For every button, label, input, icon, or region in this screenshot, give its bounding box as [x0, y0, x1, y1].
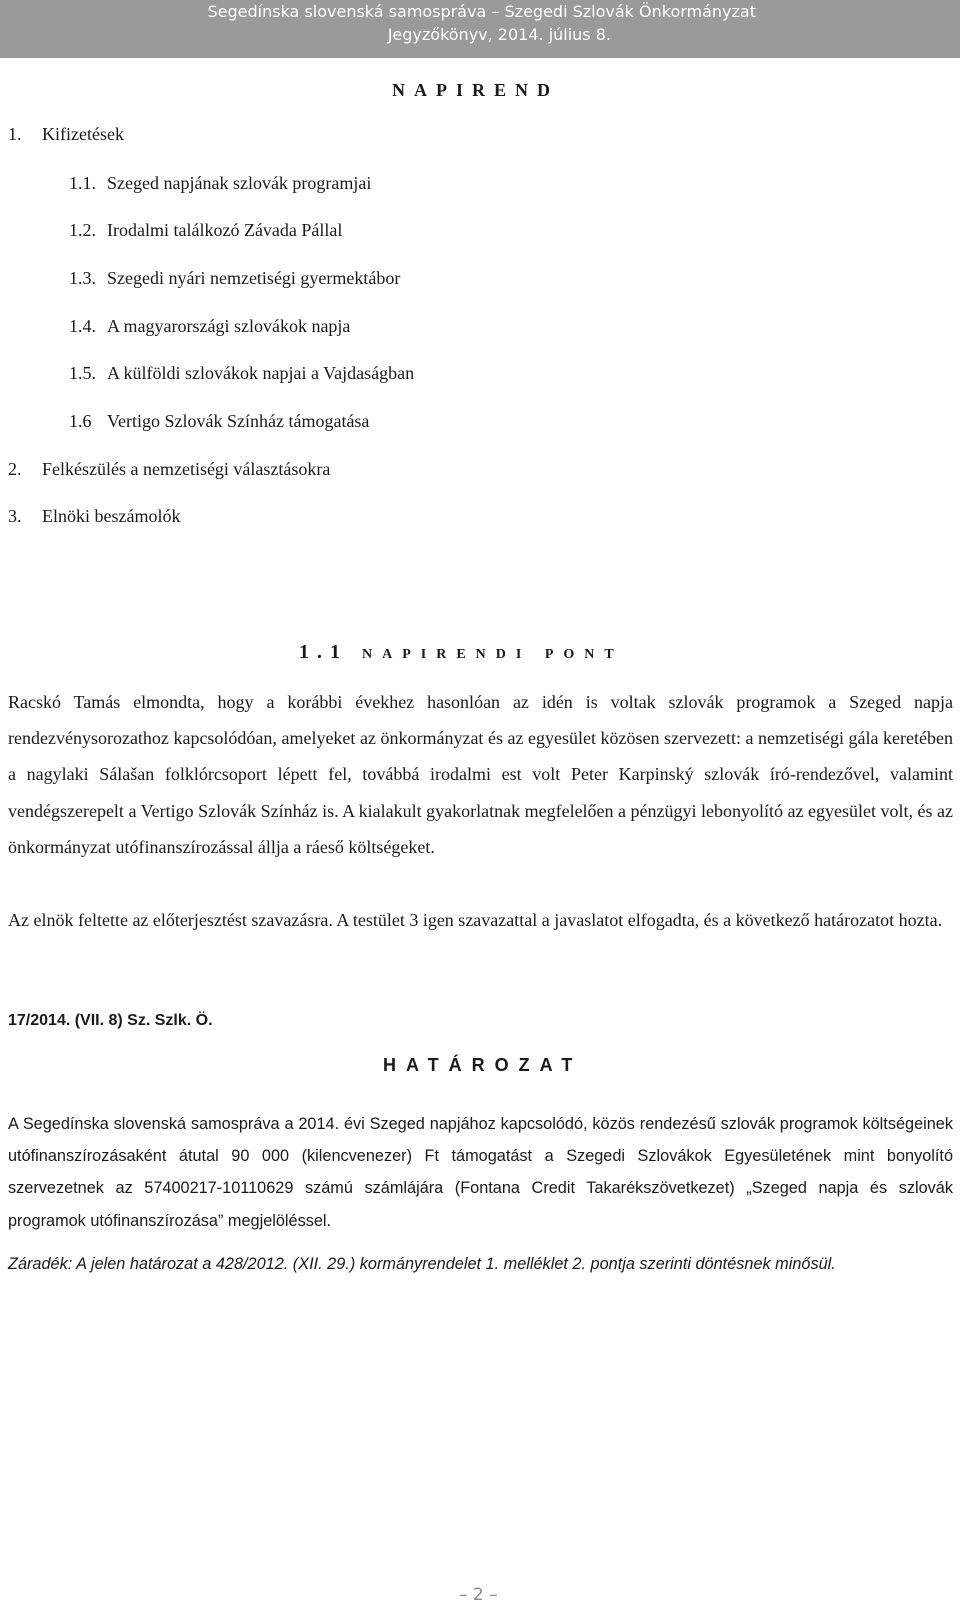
agenda-item [69, 268, 400, 289]
agenda-item [69, 363, 414, 384]
section-number: 1.1 [299, 641, 348, 663]
agenda-item-text: Elnöki beszámolók [42, 506, 181, 526]
agenda-item-number: 1.2. [69, 220, 96, 240]
agenda-item [8, 124, 124, 145]
section-title: NAPIRENDI PONT [362, 647, 624, 662]
agenda-item-number: 1.4. [69, 316, 96, 336]
decision-text: A Segedínska slovenská samospráva a 2014. évi Szeged napjához kapcsolódó, közös rendezésű szlovák programok költségeinek utófinanszírozásaként átutal 90 000 (kilencvenezer) Ft támogatást a Szegedi Szlovákok Egyesületének mint bonyolító szervezetnek az 57400217-10110629 számú számlájára (Fontana Credit Takarékszövetkezet) „Szeged napja és szlovák programok utófinanszírozása” megjelöléssel. [8, 1115, 953, 1230]
agenda-item-number: 1.3. [69, 268, 96, 288]
agenda-item-text: Felkészülés a nemzetiségi választásokra [42, 459, 331, 479]
decision-title: HATÁROZAT [383, 1055, 583, 1075]
agenda-item [69, 220, 342, 241]
agenda-item-number: 1. [8, 124, 22, 144]
decision-clause: Záradék: A jelen határozat a 428/2012. (XII. 29.) kormányrendelet 1. melléklet 2. pontja szerinti döntésnek minősül. [8, 1255, 836, 1273]
paragraph: Az elnök feltette az előterjesztést szavazásra. A testület 3 igen szavazattal a javaslatot elfogadta, és a következő határozatot hozta. [8, 910, 943, 930]
agenda-item-text: Szegedi nyári nemzetiségi gyermektábor [107, 268, 401, 288]
page-header [0, 0, 960, 58]
agenda-item-number: 2. [8, 459, 22, 479]
agenda-item-number: 3. [8, 506, 22, 526]
agenda-item-number: 1.5. [69, 363, 96, 383]
agenda-item [8, 506, 180, 527]
agenda-item-text: A magyarországi szlovákok napja [107, 316, 351, 336]
agenda-item-text: A külföldi szlovákok napjai a Vajdaságban [107, 363, 415, 383]
agenda-item [8, 459, 330, 480]
agenda-item-text: Vertigo Szlovák Színház támogatása [107, 411, 370, 431]
agenda-item-text: Szeged napjának szlovák programjai [107, 173, 372, 193]
agenda-item [69, 411, 369, 432]
agenda-item-number: 1.6 [69, 411, 92, 431]
agenda-item-text: Irodalmi találkozó Závada Pállal [107, 220, 343, 240]
decision-number: 17/2014. (VII. 8) Sz. Szlk. Ö. [8, 1012, 213, 1029]
paragraph: Racskó Tamás elmondta, hogy a korábbi évekhez hasonlóan az idén is voltak szlovák programok a Szeged napja rendezvénysorozathoz kapcsolódóan, amelyeket az önkormányzat és az egyesület közösen szervezett: a nemzetiségi gála keretében a nagylaki Sálašan folklórcsoport lépett fel, továbbá irodalmi est volt Peter Karpinský szlovák író-rendezővel, valamint vendégszerepelt a Vertigo Szlovák Színház is. A kialakult gyakorlatnak megfelelően a pénzügyi lebonyolító az egyesület volt, és az önkormányzat utófinanszírozással állja a ráeső költségeket. [8, 692, 953, 857]
page-number: – 2 – [459, 1585, 498, 1605]
agenda-title: NAPIREND [392, 80, 560, 100]
section-heading [299, 641, 624, 664]
agenda-item [69, 316, 350, 337]
agenda-item-number: 1.1. [69, 173, 96, 193]
header-title: Segedínska slovenská samospráva – Szegedi Szlovák Önkormányzat [207, 2, 756, 21]
header-subtitle: Jegyzőkönyv, 2014. július 8. [387, 25, 611, 44]
agenda-item [69, 173, 371, 194]
agenda-item-text: Kifizetések [42, 124, 124, 144]
